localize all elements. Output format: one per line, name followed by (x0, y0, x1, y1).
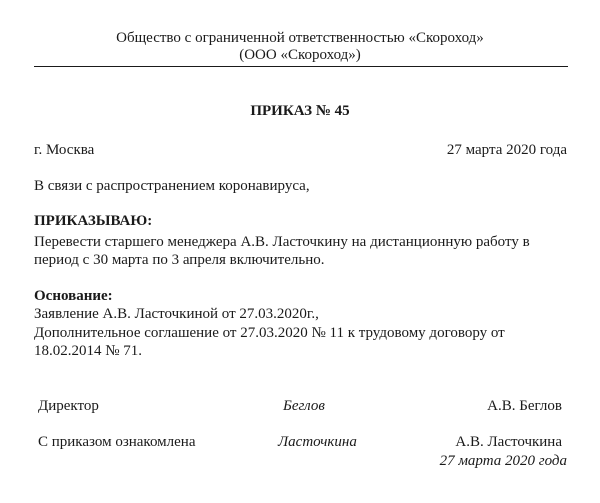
header-divider (34, 66, 568, 67)
order-heading: ПРИКАЗЫВАЮ: (34, 213, 153, 229)
basis-line-1: Заявление А.В. Ласточкиной от 27.03.2020г., (34, 306, 319, 322)
director-name: А.В. Беглов (487, 398, 562, 414)
basis-line-3: 18.02.2014 № 71. (34, 343, 143, 359)
acknowledgement-label: С приказом ознакомлена (38, 434, 196, 450)
acknowledgement-date: 27 марта 2020 года (439, 453, 567, 469)
document-title: ПРИКАЗ № 45 (250, 103, 350, 119)
order-text-line-1: Перевести старшего менеджера А.В. Ласточкину на дистанционную работу в (34, 234, 530, 250)
organization-full-name: Общество с ограниченной ответственностью «Скороход» (116, 30, 484, 46)
organization-short-name: (ООО «Скороход») (239, 47, 361, 63)
acknowledgement-name: А.В. Ласточкина (455, 434, 562, 450)
order-text-line-2: период с 30 марта по 3 апреля включительно. (34, 252, 325, 268)
document-date: 27 марта 2020 года (446, 142, 567, 158)
preamble-text: В связи с распространением коронавируса, (34, 178, 310, 194)
director-label: Директор (38, 398, 99, 414)
acknowledgement-signature: Ласточкина (278, 434, 357, 450)
basis-heading: Основание: (34, 288, 113, 304)
document-place: г. Москва (34, 142, 95, 158)
director-signature: Беглов (283, 398, 325, 414)
basis-line-2: Дополнительное соглашение от 27.03.2020 № 11 к трудовому договору от (34, 325, 505, 341)
